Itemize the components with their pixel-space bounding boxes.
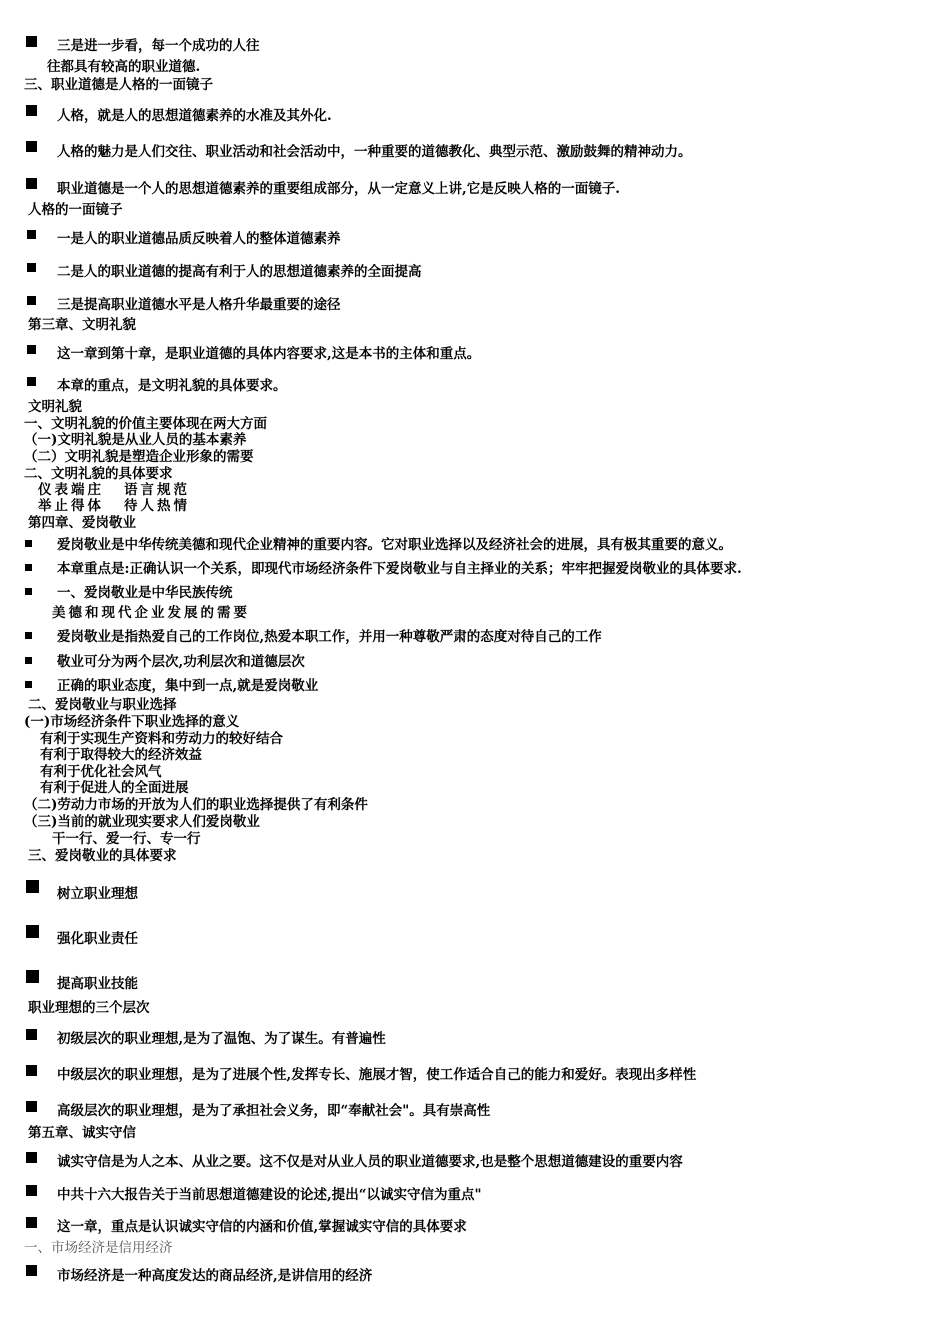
bullet-text: 人格，就是人的思想道德素养的水准及其外化.: [57, 108, 332, 124]
bullet-text: 诚实守信是为人之本、从业之要。这不仅是对从业人员的职业道德要求,也是整个思想道德建设的重要内容: [57, 1154, 683, 1170]
bullet-text: 三是进一步看，每一个成功的人往: [57, 38, 260, 54]
bullet-text: 职业道德是一个人的思想道德素养的重要组成部分，从一定意义上讲,它是反映人格的一面镜子.: [57, 181, 620, 197]
chapter-heading: 第五章、诚实守信: [28, 1125, 136, 1141]
bullet-text: 爱岗敬业是指热爱自己的工作岗位,热爱本职工作，并用一种尊敬严肃的态度对待自己的工作: [57, 629, 602, 645]
bullet-text: 人格的魅力是人们交往、职业活动和社会活动中，一种重要的道德教化、典型示范、激励鼓舞的精神动力。: [57, 144, 692, 160]
bullet-text: 敬业可分为两个层次,功利层次和道德层次: [57, 654, 305, 670]
chapter-heading: 第三章、文明礼貌: [28, 317, 136, 333]
requirement-item: 待人热情: [124, 498, 190, 514]
outline-subitem: 有利于实现生产资料和劳动力的较好结合: [40, 731, 283, 747]
bullet-text: 本章重点是:正确认识一个关系，即现代市场经济条件下爱岗敬业与自主择业的关系；牢牢把握爱岗敬业的具体要求.: [57, 561, 742, 577]
bullet-square-icon: [25, 588, 32, 595]
bullet-text: 强化职业责任: [57, 931, 138, 947]
bullet-square-icon: [26, 36, 37, 47]
bullet-text: 提高职业技能: [57, 976, 138, 992]
bullet-text: 初级层次的职业理想,是为了温饱、为了谋生。有普遍性: [57, 1031, 386, 1047]
bullet-text: 正确的职业态度，集中到一点,就是爱岗敬业: [57, 678, 319, 694]
bullet-square-icon: [25, 564, 32, 571]
bullet-text-continuation: 美德和现代企业发展的需要: [52, 605, 250, 621]
bullet-square-icon: [26, 105, 37, 116]
bullet-square-icon: [26, 925, 39, 938]
bullet-square-icon: [25, 657, 32, 664]
section-heading: 二、文明礼貌的具体要求: [24, 466, 173, 482]
bullet-square-icon: [26, 1065, 37, 1076]
bullet-square-icon: [26, 880, 39, 893]
outline-subitem: 干一行、爱一行、专一行: [52, 831, 201, 847]
requirement-item: 举止得体: [38, 498, 104, 514]
outline-item: （三)当前的就业现实要求人们爱岗敬业: [24, 814, 260, 830]
bullet-square-icon: [27, 263, 36, 272]
subheading: 人格的一面镜子: [28, 202, 123, 218]
bullet-text: 本章的重点，是文明礼貌的具体要求。: [57, 378, 287, 394]
outline-item: （二)劳动力市场的开放为人们的职业选择提供了有利条件: [24, 797, 368, 813]
bullet-square-icon: [25, 681, 32, 688]
section-heading: 三、爱岗敬业的具体要求: [28, 848, 177, 864]
requirement-item: 仪表端庄: [38, 482, 104, 498]
bullet-square-icon: [26, 178, 37, 189]
requirement-item: 语言规范: [124, 482, 190, 498]
outline-subitem: 有利于优化社会风气: [40, 764, 162, 780]
bullet-square-icon: [26, 1185, 37, 1196]
bullet-square-icon: [26, 141, 37, 152]
bullet-text: 一是人的职业道德品质反映着人的整体道德素养: [57, 231, 341, 247]
section-heading: 三、职业道德是人格的一面镜子: [24, 77, 213, 93]
outline-item: （一)文明礼貌是从业人员的基本素养: [24, 432, 247, 448]
bullet-text: 这一章，重点是认识诚实守信的内涵和价值,掌握诚实守信的具体要求: [57, 1219, 467, 1235]
bullet-text: 二是人的职业道德的提高有利于人的思想道德素养的全面提高: [57, 264, 422, 280]
bullet-text: 树立职业理想: [57, 886, 138, 902]
outline-item: （二）文明礼貌是塑造企业形象的需要: [24, 449, 254, 465]
bullet-text: 高级层次的职业理想，是为了承担社会义务，即“奉献社会"。具有崇高性: [57, 1103, 491, 1119]
chapter-heading: 第四章、爱岗敬业: [28, 515, 136, 531]
bullet-text: 爱岗敬业是中华传统美德和现代企业精神的重要内容。它对职业选择以及经济社会的进展，具有极其重要的意义。: [57, 537, 732, 553]
bullet-square-icon: [26, 970, 39, 983]
bullet-square-icon: [26, 1217, 37, 1228]
section-heading: 二、爱岗敬业与职业选择: [28, 697, 177, 713]
outline-subitem: 有利于取得较大的经济效益: [40, 747, 202, 763]
bullet-square-icon: [25, 540, 32, 547]
section-heading: 一、文明礼貌的价值主要体现在两大方面: [24, 416, 267, 432]
bullet-square-icon: [27, 296, 36, 305]
section-heading: 一、市场经济是信用经济: [24, 1240, 173, 1256]
bullet-square-icon: [27, 345, 36, 354]
bullet-square-icon: [26, 1265, 37, 1276]
bullet-text: 这一章到第十章，是职业道德的具体内容要求,这是本书的主体和重点。: [57, 346, 481, 362]
bullet-text: 三是提高职业道德水平是人格升华最重要的途径: [57, 297, 341, 313]
bullet-square-icon: [25, 632, 32, 639]
bullet-text: 市场经济是一种高度发达的商品经济,是讲信用的经济: [57, 1268, 373, 1284]
bullet-text: 中共十六大报告关于当前思想道德建设的论述,提出“以诚实守信为重点": [57, 1187, 482, 1203]
bullet-square-icon: [26, 1152, 37, 1163]
bullet-square-icon: [26, 1029, 37, 1040]
outline-item: (一)市场经济条件下职业选择的意义: [24, 714, 240, 730]
bullet-text: 中级层次的职业理想，是为了进展个性,发挥专长、施展才智，使工作适合自己的能力和爱好。表现出多样性: [57, 1067, 697, 1083]
bullet-square-icon: [26, 1101, 37, 1112]
bullet-square-icon: [27, 377, 36, 386]
bullet-square-icon: [27, 230, 36, 239]
bullet-text-continuation: 往都具有较高的职业道德.: [47, 59, 201, 75]
outline-subitem: 有利于促进人的全面进展: [40, 780, 189, 796]
subheading: 文明礼貌: [28, 399, 82, 415]
subheading: 职业理想的三个层次: [28, 1000, 150, 1016]
bullet-text: 一、爱岗敬业是中华民族传统: [57, 585, 233, 601]
